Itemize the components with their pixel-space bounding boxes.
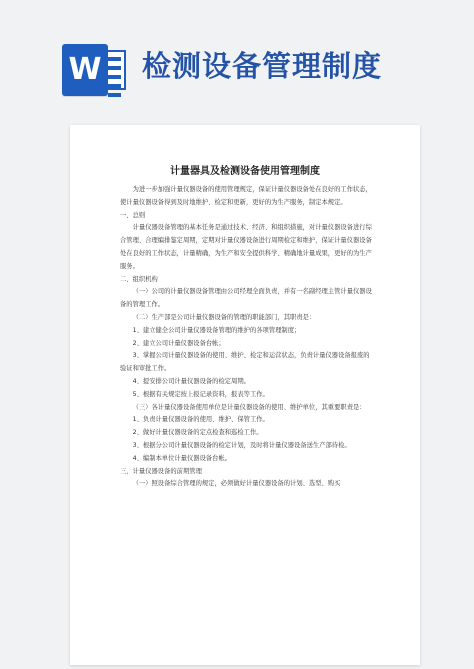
word-icon [62, 44, 128, 96]
word-letter: W [68, 52, 102, 87]
document-paragraph: 2、建立公司计量仪器设备台帐； [132, 339, 225, 347]
document-page [70, 125, 420, 665]
banner [0, 0, 474, 120]
document-paragraph: 一、总则 [120, 211, 146, 219]
document-paragraph: 计量仪器设备管理的基本任务是通过技术、经济、和组织措施，对计量仪器设备进行综合管理、合理编排鉴定周期，定期对计量仪器设备进行周期检定和维护，保证计量仪器设备处在良好的工作状态，计量精确，为生产和安全提供科学、精确地计量成果，更好的为生产服务。 [120, 224, 372, 270]
document-body [120, 184, 374, 491]
document-paragraph: （一）照设备综合管理的规定，必须做好计量仪器设备的计划、选型、购买 [132, 480, 341, 488]
document-title: 计量器具及检测设备使用管理制度 [170, 166, 320, 177]
banner-title: 检测设备管理制度 [142, 49, 383, 83]
document-paragraph: 4、提安排公司计量仪器设备的检定周期。 [132, 377, 250, 385]
document-paragraph: （三）各计量仪器设备使用单位是计量仪器设备的使用、维护单位，其重要职责是： [132, 403, 366, 411]
document-paragraph: 5、根据有关规定按上报记录资料，报表等工作。 [132, 390, 269, 398]
document-paragraph: 1、负责计量仪器设备的使用、维护、保管工作。 [132, 416, 269, 424]
document-paragraph: 1、建立健全公司计量仪器设备管理的维护的各项管理制度； [132, 326, 301, 334]
document-paragraph: 3、根据分公司计量仪器设备的检定计划，及时将计量仪器设备送生产部待检。 [132, 441, 351, 449]
document-paragraph: 4、编制本单位计量仪器设备台帐。 [132, 454, 232, 462]
document-paragraph: 三、计量仪器设备的前期管理 [120, 467, 202, 475]
document-paragraph: 二、组织机构 [120, 275, 158, 283]
document-paragraph: （一）公司的计量仪器设备管理由公司经理全面负责，并有一名副经理主管计量仪器设备的管理工作。 [120, 288, 372, 309]
document-paragraph: （二）生产部是公司计量仪器设备的管理的职能部门，其职责是： [132, 313, 316, 321]
document-paragraph: 为进一步加强计量仪器设备的使用管理规定，保证计量仪器设备处在良好的工作状态，使计量仪器设备得到及时地维护、检定和更新，更好的为生产服务，制定本规定。 [120, 186, 372, 206]
word-plate [62, 44, 108, 96]
document-paragraph: 2、做好计量仪器设备的定点检查和巡检工作。 [132, 429, 263, 437]
document-paragraph: 3、掌握公司计量仪器设备的使用、维护、检定和运营状态，负责计量仪器设备报废的验证和审批工作。 [120, 352, 370, 373]
